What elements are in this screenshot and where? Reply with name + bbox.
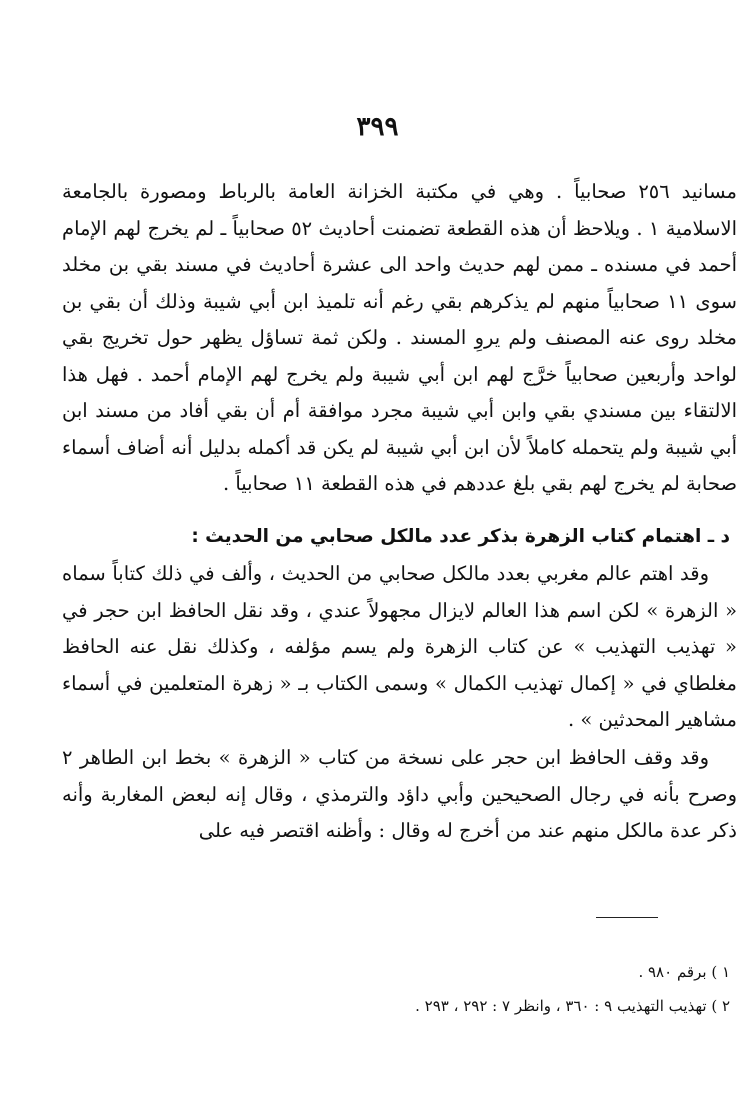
footnotes bbox=[62, 955, 730, 1023]
paragraph-2 bbox=[62, 556, 737, 739]
footnote-divider bbox=[596, 917, 658, 918]
page-number: ٣٩٩ bbox=[356, 112, 399, 142]
footnote-1: ١ ) برقم ٩٨٠ . bbox=[638, 963, 730, 981]
section-heading: د ـ اهتمام كتاب الزهرة بذكر عدد مالكل صحابي من الحديث : bbox=[191, 526, 730, 547]
footnote-2: ٢ ) تهذيب التهذيب ٩ : ٣٦٠ ، وانظر ٧ : ٢٩٢ ، ٢٩٣ . bbox=[415, 997, 730, 1015]
paragraph-3-text: وقد وقف الحافظ ابن حجر على نسخة من كتاب « الزهرة » بخط ابن الطاهر ٢ وصرح بأنه في رجال الصحيحين وأبي داؤد والترمذي ، وقال إنه لبعض المغاربة وأنه ذكر عدة مالكل منهم عند من أخرج له وقال : وأظنه اقتصر فيه على bbox=[62, 746, 737, 842]
paragraph-1: مسانيد ٢٥٦ صحابياً . وهي في مكتبة الخزانة العامة بالرباط ومصورة بالجامعة الاسلامية ١ . ويلاحظ أن هذه القطعة تضمنت أحاديث ٥٢ صحابياً ـ لم يخرج لهم الإمام أحمد في مسنده ـ ممن لهم حديث واحد الى عشرة أحاديث في مسند بقي بن مخلد سوى ١١ صحابياً منهم لم يذكرهم بقي رغم أنه تلميذ ابن أبي شيبة وذلك أن بقي بن مخلد روى عنه المصنف ولم يروِ المسند . ولكن ثمة تساؤل يظهر حول تخريج بقي لواحد وأربعين صحابياً خرَّج لهم ابن أبي شيبة ولم يخرج لهم الإمام أحمد . فهل هذا الالتقاء بين مسندي بقي وابن أبي شيبة مجرد موافقة أم أن بقي أفاد من مسند ابن أبي شيبة ولم يتحمله كاملاً لأن ابن أبي شيبة لم يكن قد أكمله بدليل أنه أضاف أسماء صحابة لم يخرج لهم بقي بلغ عددهم في هذه القطعة ١١ صحابياً . bbox=[62, 180, 738, 495]
paragraph-2-text: وقد اهتم عالم مغربي بعدد مالكل صحابي من الحديث ، وألف في ذلك كتاباً سماه « الزهرة » لكن اسم هذا العالم لايزال مجهولاً عندي ، وقد نقل الحافظ ابن حجر في « تهذيب التهذيب » عن كتاب الزهرة ولم يسم مؤلفه ، وكذلك نقل عنه الحافظ مغلطاي في « إكمال تهذيب الكمال » وسمى الكتاب بـ « زهرة المتعلمين في أسماء مشاهير المحدثين » . bbox=[62, 562, 737, 731]
paragraph-3 bbox=[62, 740, 737, 850]
